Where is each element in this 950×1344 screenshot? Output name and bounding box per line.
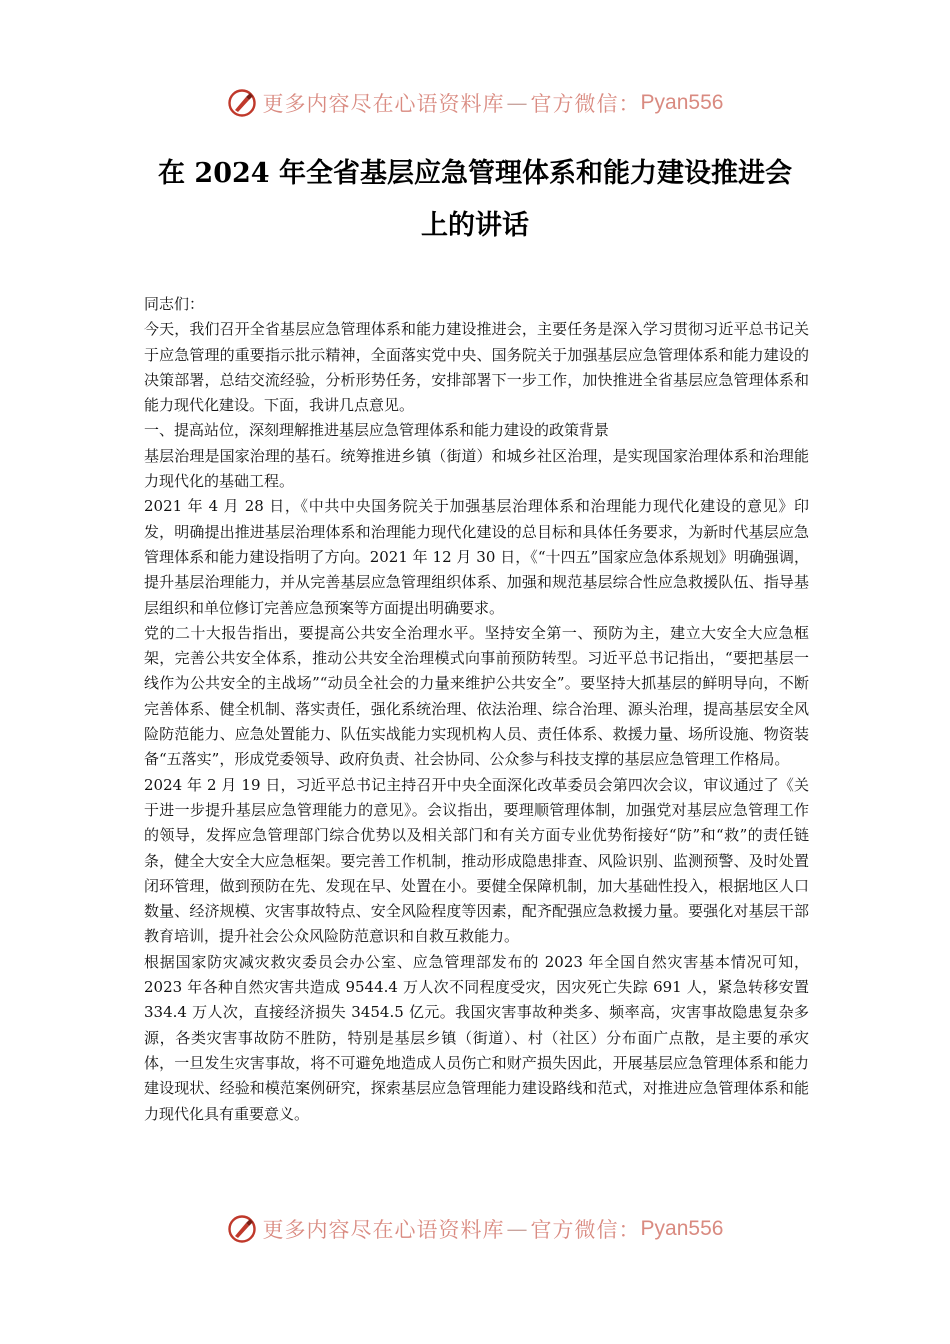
watermark-header [0,83,950,123]
pen-circle-logo-icon [227,88,257,118]
document-body [144,292,809,1127]
watermark-account: Pyan556 [640,91,724,114]
paragraph: 根据国家防灾减灾救灾委员会办公室、应急管理部发布的 2023 年全国自然灾害基本情况可知，2023 年各种自然灾害共造成 9544.4 万人次不同程度受灾，因灾死亡失踪 691 人，紧急转移安置 334.4 万人次，直接经济损失 3454.5 亿元。我国灾害事故种类多、频率高，灾害事故隐患复杂多源，各类灾害事故防不胜防，特别是基层乡镇（街道）、村（社区）分布面广点散，是主要的承灾体，一旦发生灾害事故，将不可避免地造成人员伤亡和财产损失因此，开展基层应急管理体系和能力建设现状、经验和模范案例研究，探索基层应急管理能力建设路线和范式，对推进应急管理体系和能力现代化具有重要意义。 [144,952,809,1123]
title-line-2: 上的讲话 [421,210,529,241]
watermark-suffix: 官方微信： [530,1218,641,1242]
paragraph: 今天，我们召开全省基层应急管理体系和能力建设推进会，主要任务是深入学习贯彻习近平总书记关于应急管理的重要指示批示精神，全面落实党中央、国务院关于加强基层应急管理体系和能力建设的决策部署，总结交流经验，分析形势任务，安排部署下一步工作，加快推进全省基层应急管理体系和能力现代化建设。下面，我讲几点意见。 [144,320,809,415]
pen-circle-logo-icon [227,1214,257,1244]
watermark-text: 更多内容尽在心语资料库 [262,92,505,116]
watermark-footer [0,1209,950,1249]
watermark-text: 更多内容尽在心语资料库 [262,1218,505,1242]
title-line-1: 在 2024 年全省基层应急管理体系和能力建设推进会 [158,158,792,189]
document-title [130,148,820,252]
watermark-account: Pyan556 [640,1217,724,1240]
paragraph: 党的二十大报告指出，要提高公共安全治理水平。坚持安全第一、预防为主，建立大安全大应急框架，完善公共安全体系，推动公共安全治理模式向事前预防转型。习近平总书记指出，“要把基层一线作为公共安全的主战场”“动员全社会的力量来维护公共安全”。要坚持大抓基层的鲜明导向，不断完善体系、健全机制、落实责任，强化系统治理、依法治理、综合治理、源头治理，提高基层安全风险防范能力、应急处置能力、队伍实战能力实现机构人员、责任体系、救援力量、场所设施、物资装备“五落实”，形成党委领导、政府负责、社会协同、公众参与科技支撑的基层应急管理工作格局。 [144,623,809,769]
paragraph: 2024 年 2 月 19 日，习近平总书记主持召开中央全面深化改革委员会第四次会议，审议通过了《关于进一步提升基层应急管理能力的意见》。会议指出，要理顺管理体制，加强党对基层应急管理工作的领导，发挥应急管理部门综合优势以及相关部门和有关方面专业优势衔接好“防”和“救”的责任链条，健全大安全大应急框架。要完善工作机制，推动形成隐患排查、风险识别、监测预警、及时处置闭环管理，做到预防在先、发现在早、处置在小。要健全保障机制，加大基础性投入，根据地区人口数量、经济规模、灾害事故特点、安全风险程度等因素，配齐配强应急救援力量。要强化对基层干部教育培训，提升社会公众风险防范意识和自救互救能力。 [144,775,809,946]
paragraph: 基层治理是国家治理的基石。统筹推进乡镇（街道）和城乡社区治理，是实现国家治理体系和治理能力现代化的基础工程。 [144,446,809,491]
section-heading: 一、提高站位，深刻理解推进基层应急管理体系和能力建设的政策背景 [144,421,610,440]
watermark-suffix: 官方微信： [530,92,641,116]
paragraph-salutation: 同志们： [144,295,205,313]
watermark-separator: — [506,1217,529,1241]
watermark-separator: — [506,91,529,115]
paragraph: 2021 年 4 月 28 日，《中共中央国务院关于加强基层治理体系和治理能力现代化建设的意见》印发，明确提出推进基层治理体系和治理能力现代化建设的总目标和具体任务要求，为新时代基层应急管理体系和能力建设指明了方向。2021 年 12 月 30 日，《“十四五”国家应急体系规划》明确强调，提升基层治理能力，并从完善基层应急管理组织体系、加强和规范基层综合性应急救援队伍、指导基层组织和单位修订完善应急预案等方面提出明确要求。 [144,497,809,617]
